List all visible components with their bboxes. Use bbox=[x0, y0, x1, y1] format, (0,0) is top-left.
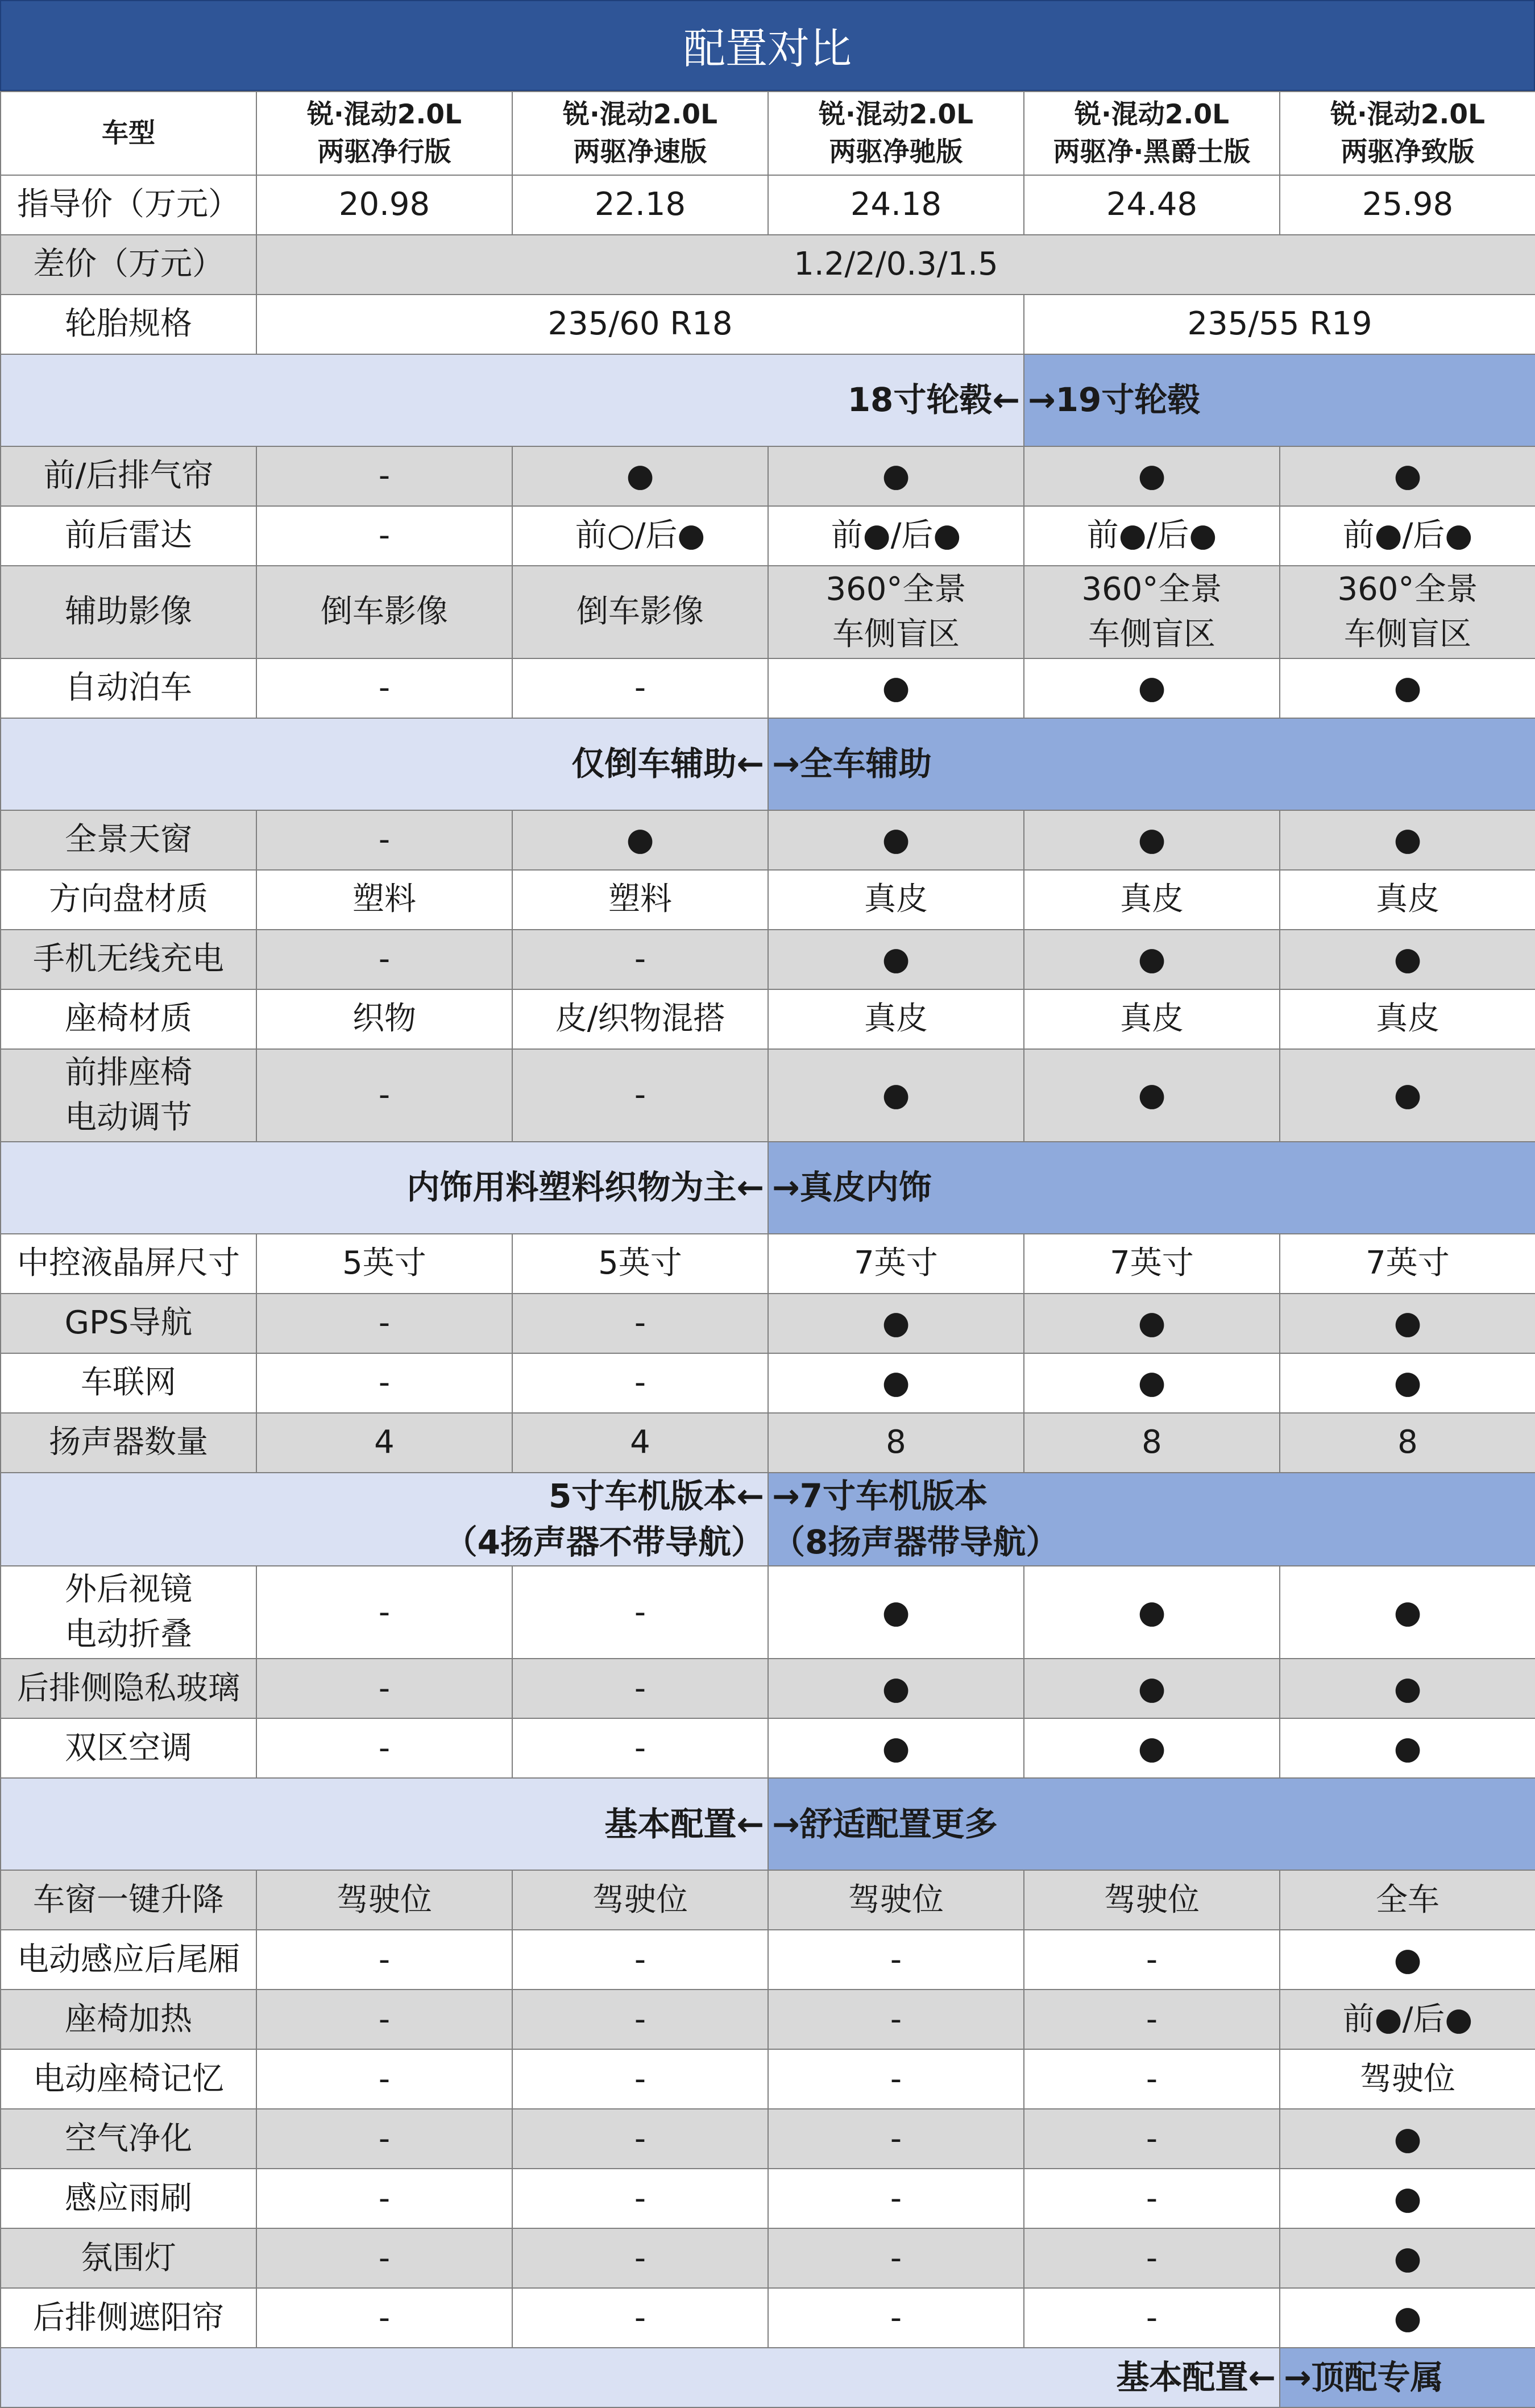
table-cell: - bbox=[256, 930, 512, 989]
section-right-text: →19寸轮毂 bbox=[1024, 354, 1535, 446]
table-cell: 真皮 bbox=[1280, 870, 1535, 930]
table-cell: 25.98 bbox=[1280, 175, 1535, 235]
table-row bbox=[1, 2228, 1535, 2288]
table-cell: 24.18 bbox=[768, 175, 1024, 235]
trim-header: 锐·混动2.0L 两驱净·黑爵士版 bbox=[1024, 92, 1280, 175]
table-row bbox=[1, 295, 1535, 354]
row-label: 氛围灯 bbox=[1, 2228, 256, 2288]
table-cell: - bbox=[256, 2228, 512, 2288]
table-cell: 7英寸 bbox=[1024, 1234, 1280, 1294]
row-label: 前/后排气帘 bbox=[1, 446, 256, 506]
table-cell: ● bbox=[1280, 658, 1535, 718]
table-cell: - bbox=[1024, 1930, 1280, 1990]
table-cell: ● bbox=[1024, 1659, 1280, 1718]
table-cell: 4 bbox=[256, 1413, 512, 1473]
row-label: 方向盘材质 bbox=[1, 870, 256, 930]
table-row bbox=[1, 2049, 1535, 2109]
table-cell: - bbox=[1024, 1990, 1280, 2049]
row-label: 后排侧隐私玻璃 bbox=[1, 1659, 256, 1718]
table-cell: ● bbox=[1280, 930, 1535, 989]
table-cell: ● bbox=[1280, 810, 1535, 870]
row-label: 座椅材质 bbox=[1, 989, 256, 1049]
table-cell: ● bbox=[768, 1294, 1024, 1353]
table-cell: ● bbox=[768, 1659, 1024, 1718]
config-comparison-table bbox=[0, 91, 1535, 2408]
table-cell: - bbox=[256, 446, 512, 506]
table-cell: - bbox=[768, 2169, 1024, 2228]
table-cell: - bbox=[512, 1566, 768, 1659]
row-label: 手机无线充电 bbox=[1, 930, 256, 989]
table-cell: - bbox=[256, 506, 512, 566]
table-row bbox=[1, 1930, 1535, 1990]
table-row bbox=[1, 1870, 1535, 1930]
table-cell: 真皮 bbox=[768, 989, 1024, 1049]
table-cell: ● bbox=[768, 1566, 1024, 1659]
section-summary-row bbox=[1, 1473, 1535, 1566]
section-left-text: 内饰用料塑料织物为主← bbox=[1, 1142, 768, 1234]
table-row bbox=[1, 2288, 1535, 2348]
table-row bbox=[1, 930, 1535, 989]
table-cell: 8 bbox=[1024, 1413, 1280, 1473]
table-cell: ● bbox=[1024, 1566, 1280, 1659]
table-cell: - bbox=[256, 1049, 512, 1142]
row-label: 中控液晶屏尺寸 bbox=[1, 1234, 256, 1294]
section-summary-row bbox=[1, 354, 1535, 446]
table-cell: - bbox=[256, 1294, 512, 1353]
table-cell: ● bbox=[512, 810, 768, 870]
table-cell: 24.48 bbox=[1024, 175, 1280, 235]
section-right-text: →舒适配置更多 bbox=[768, 1778, 1535, 1870]
section-summary-row bbox=[1, 1778, 1535, 1870]
table-header-row bbox=[1, 92, 1535, 175]
row-label: 感应雨刷 bbox=[1, 2169, 256, 2228]
table-cell: ● bbox=[1280, 1930, 1535, 1990]
table-cell: 360°全景 车侧盲区 bbox=[768, 566, 1024, 658]
section-left-text: 18寸轮毂← bbox=[1, 354, 1024, 446]
table-cell: ● bbox=[512, 446, 768, 506]
table-cell: - bbox=[512, 1049, 768, 1142]
section-summary-row bbox=[1, 2348, 1535, 2407]
table-cell: ● bbox=[768, 1049, 1024, 1142]
table-cell: ● bbox=[1024, 1353, 1280, 1413]
table-cell: - bbox=[512, 2169, 768, 2228]
table-cell: - bbox=[768, 2049, 1024, 2109]
table-cell: 真皮 bbox=[1280, 989, 1535, 1049]
table-cell: ● bbox=[1280, 446, 1535, 506]
table-row bbox=[1, 1234, 1535, 1294]
row-label: 空气净化 bbox=[1, 2109, 256, 2169]
row-label: GPS导航 bbox=[1, 1294, 256, 1353]
table-cell: ● bbox=[768, 810, 1024, 870]
table-cell: 22.18 bbox=[512, 175, 768, 235]
table-cell: ● bbox=[1280, 1294, 1535, 1353]
table-row bbox=[1, 1413, 1535, 1473]
table-cell: - bbox=[256, 810, 512, 870]
trim-header: 锐·混动2.0L 两驱净速版 bbox=[512, 92, 768, 175]
table-row bbox=[1, 989, 1535, 1049]
table-cell: - bbox=[256, 2049, 512, 2109]
table-cell: ● bbox=[1280, 1659, 1535, 1718]
table-cell: - bbox=[768, 1990, 1024, 2049]
table-cell: - bbox=[1024, 2228, 1280, 2288]
table-cell: - bbox=[256, 1353, 512, 1413]
table-cell: 前●/后● bbox=[1024, 506, 1280, 566]
table-cell: - bbox=[512, 2288, 768, 2348]
table-cell: 360°全景 车侧盲区 bbox=[1024, 566, 1280, 658]
table-cell: - bbox=[512, 1294, 768, 1353]
table-row bbox=[1, 1659, 1535, 1718]
table-cell: 360°全景 车侧盲区 bbox=[1280, 566, 1535, 658]
table-cell: - bbox=[256, 2288, 512, 2348]
table-cell: - bbox=[256, 1930, 512, 1990]
table-cell: ● bbox=[1024, 1049, 1280, 1142]
table-row bbox=[1, 810, 1535, 870]
table-cell: - bbox=[1024, 2169, 1280, 2228]
trim-header: 锐·混动2.0L 两驱净致版 bbox=[1280, 92, 1535, 175]
table-cell: ● bbox=[1280, 1718, 1535, 1778]
table-cell: - bbox=[256, 1718, 512, 1778]
table-cell: 塑料 bbox=[256, 870, 512, 930]
table-row bbox=[1, 506, 1535, 566]
table-cell: - bbox=[512, 2228, 768, 2288]
table-cell: ● bbox=[1280, 1566, 1535, 1659]
table-row bbox=[1, 1718, 1535, 1778]
table-cell: - bbox=[1024, 2109, 1280, 2169]
row-label: 后排侧遮阳帘 bbox=[1, 2288, 256, 2348]
table-cell: - bbox=[256, 658, 512, 718]
table-cell: - bbox=[512, 658, 768, 718]
table-cell: - bbox=[256, 1659, 512, 1718]
header-label: 车型 bbox=[1, 92, 256, 175]
row-label: 电动感应后尾厢 bbox=[1, 1930, 256, 1990]
section-left-text: 基本配置← bbox=[1, 2348, 1280, 2407]
table-cell: ● bbox=[768, 1353, 1024, 1413]
table-cell: 驾驶位 bbox=[1024, 1870, 1280, 1930]
table-cell: ● bbox=[1024, 810, 1280, 870]
table-cell: 倒车影像 bbox=[256, 566, 512, 658]
row-label: 辅助影像 bbox=[1, 566, 256, 658]
trim-header: 锐·混动2.0L 两驱净驰版 bbox=[768, 92, 1024, 175]
table-cell: 倒车影像 bbox=[512, 566, 768, 658]
table-cell: 前●/后● bbox=[1280, 506, 1535, 566]
table-cell: - bbox=[512, 1659, 768, 1718]
table-cell: ● bbox=[1280, 1353, 1535, 1413]
table-cell: 8 bbox=[768, 1413, 1024, 1473]
table-cell: - bbox=[512, 2109, 768, 2169]
table-cell: ● bbox=[1280, 1049, 1535, 1142]
table-cell: 驾驶位 bbox=[1280, 2049, 1535, 2109]
table-cell: 塑料 bbox=[512, 870, 768, 930]
section-right-text: →真皮内饰 bbox=[768, 1142, 1535, 1234]
table-cell: - bbox=[1024, 2288, 1280, 2348]
row-label: 全景天窗 bbox=[1, 810, 256, 870]
table-cell: ● bbox=[1280, 2288, 1535, 2348]
table-cell: - bbox=[512, 1718, 768, 1778]
table-cell: ● bbox=[768, 658, 1024, 718]
table-cell: - bbox=[256, 1566, 512, 1659]
row-label: 前后雷达 bbox=[1, 506, 256, 566]
table-cell: - bbox=[512, 930, 768, 989]
table-cell: - bbox=[256, 2109, 512, 2169]
table-row bbox=[1, 1566, 1535, 1659]
table-cell: 20.98 bbox=[256, 175, 512, 235]
table-cell: ● bbox=[1024, 930, 1280, 989]
section-left-text: 5寸车机版本← （4扬声器不带导航） bbox=[1, 1473, 768, 1566]
table-cell: - bbox=[512, 1930, 768, 1990]
table-row bbox=[1, 1294, 1535, 1353]
row-label: 双区空调 bbox=[1, 1718, 256, 1778]
row-label: 自动泊车 bbox=[1, 658, 256, 718]
table-cell: 全车 bbox=[1280, 1870, 1535, 1930]
row-label: 车窗一键升降 bbox=[1, 1870, 256, 1930]
table-cell: - bbox=[768, 2109, 1024, 2169]
table-cell: - bbox=[512, 2049, 768, 2109]
row-label: 车联网 bbox=[1, 1353, 256, 1413]
row-label: 外后视镜 电动折叠 bbox=[1, 1566, 256, 1659]
page-title: 配置对比 bbox=[0, 0, 1535, 91]
table-cell: - bbox=[512, 1990, 768, 2049]
table-cell: 5英寸 bbox=[512, 1234, 768, 1294]
table-cell: ● bbox=[1280, 2109, 1535, 2169]
table-row bbox=[1, 1353, 1535, 1413]
table-cell: 235/55 R19 bbox=[1024, 295, 1535, 354]
table-cell: ● bbox=[768, 1718, 1024, 1778]
table-cell: 7英寸 bbox=[768, 1234, 1024, 1294]
table-row bbox=[1, 175, 1535, 235]
table-cell: - bbox=[768, 1930, 1024, 1990]
table-cell: ● bbox=[1280, 2169, 1535, 2228]
section-left-text: 基本配置← bbox=[1, 1778, 768, 1870]
table-cell: - bbox=[512, 1353, 768, 1413]
table-cell: 8 bbox=[1280, 1413, 1535, 1473]
section-right-text: →7寸车机版本 （8扬声器带导航） bbox=[768, 1473, 1535, 1566]
table-cell: ● bbox=[1280, 2228, 1535, 2288]
table-cell: 驾驶位 bbox=[256, 1870, 512, 1930]
row-label: 指导价（万元） bbox=[1, 175, 256, 235]
table-row bbox=[1, 2109, 1535, 2169]
table-cell: - bbox=[1024, 2049, 1280, 2109]
row-label: 座椅加热 bbox=[1, 1990, 256, 2049]
table-cell: 织物 bbox=[256, 989, 512, 1049]
section-left-text: 仅倒车辅助← bbox=[1, 718, 768, 810]
table-cell: 真皮 bbox=[1024, 870, 1280, 930]
table-cell: - bbox=[256, 1990, 512, 2049]
table-cell: ● bbox=[768, 930, 1024, 989]
table-cell: ● bbox=[1024, 658, 1280, 718]
table-cell: 4 bbox=[512, 1413, 768, 1473]
row-label: 轮胎规格 bbox=[1, 295, 256, 354]
table-row bbox=[1, 1990, 1535, 2049]
row-label: 差价（万元） bbox=[1, 235, 256, 295]
table-cell: ● bbox=[1024, 1718, 1280, 1778]
row-label: 前排座椅 电动调节 bbox=[1, 1049, 256, 1142]
table-cell: 驾驶位 bbox=[768, 1870, 1024, 1930]
table-row bbox=[1, 446, 1535, 506]
table-cell: 前○/后● bbox=[512, 506, 768, 566]
table-cell: 真皮 bbox=[768, 870, 1024, 930]
table-row bbox=[1, 2169, 1535, 2228]
section-right-text: →顶配专属 bbox=[1280, 2348, 1535, 2407]
table-cell: 真皮 bbox=[1024, 989, 1280, 1049]
table-cell: 皮/织物混搭 bbox=[512, 989, 768, 1049]
table-cell: 前●/后● bbox=[1280, 1990, 1535, 2049]
table-cell: 7英寸 bbox=[1280, 1234, 1535, 1294]
row-label: 扬声器数量 bbox=[1, 1413, 256, 1473]
table-cell: ● bbox=[1024, 1294, 1280, 1353]
table-row bbox=[1, 658, 1535, 718]
table-row bbox=[1, 566, 1535, 658]
table-cell: - bbox=[768, 2288, 1024, 2348]
table-row bbox=[1, 235, 1535, 295]
table-cell: 1.2/2/0.3/1.5 bbox=[256, 235, 1535, 295]
table-cell: 前●/后● bbox=[768, 506, 1024, 566]
section-summary-row bbox=[1, 1142, 1535, 1234]
table-cell: 235/60 R18 bbox=[256, 295, 1024, 354]
table-cell: 驾驶位 bbox=[512, 1870, 768, 1930]
section-right-text: →全车辅助 bbox=[768, 718, 1535, 810]
table-cell: ● bbox=[768, 446, 1024, 506]
trim-header: 锐·混动2.0L 两驱净行版 bbox=[256, 92, 512, 175]
table-row bbox=[1, 870, 1535, 930]
section-summary-row bbox=[1, 718, 1535, 810]
table-cell: - bbox=[768, 2228, 1024, 2288]
table-cell: 5英寸 bbox=[256, 1234, 512, 1294]
table-cell: - bbox=[256, 2169, 512, 2228]
table-row bbox=[1, 1049, 1535, 1142]
table-cell: ● bbox=[1024, 446, 1280, 506]
row-label: 电动座椅记忆 bbox=[1, 2049, 256, 2109]
